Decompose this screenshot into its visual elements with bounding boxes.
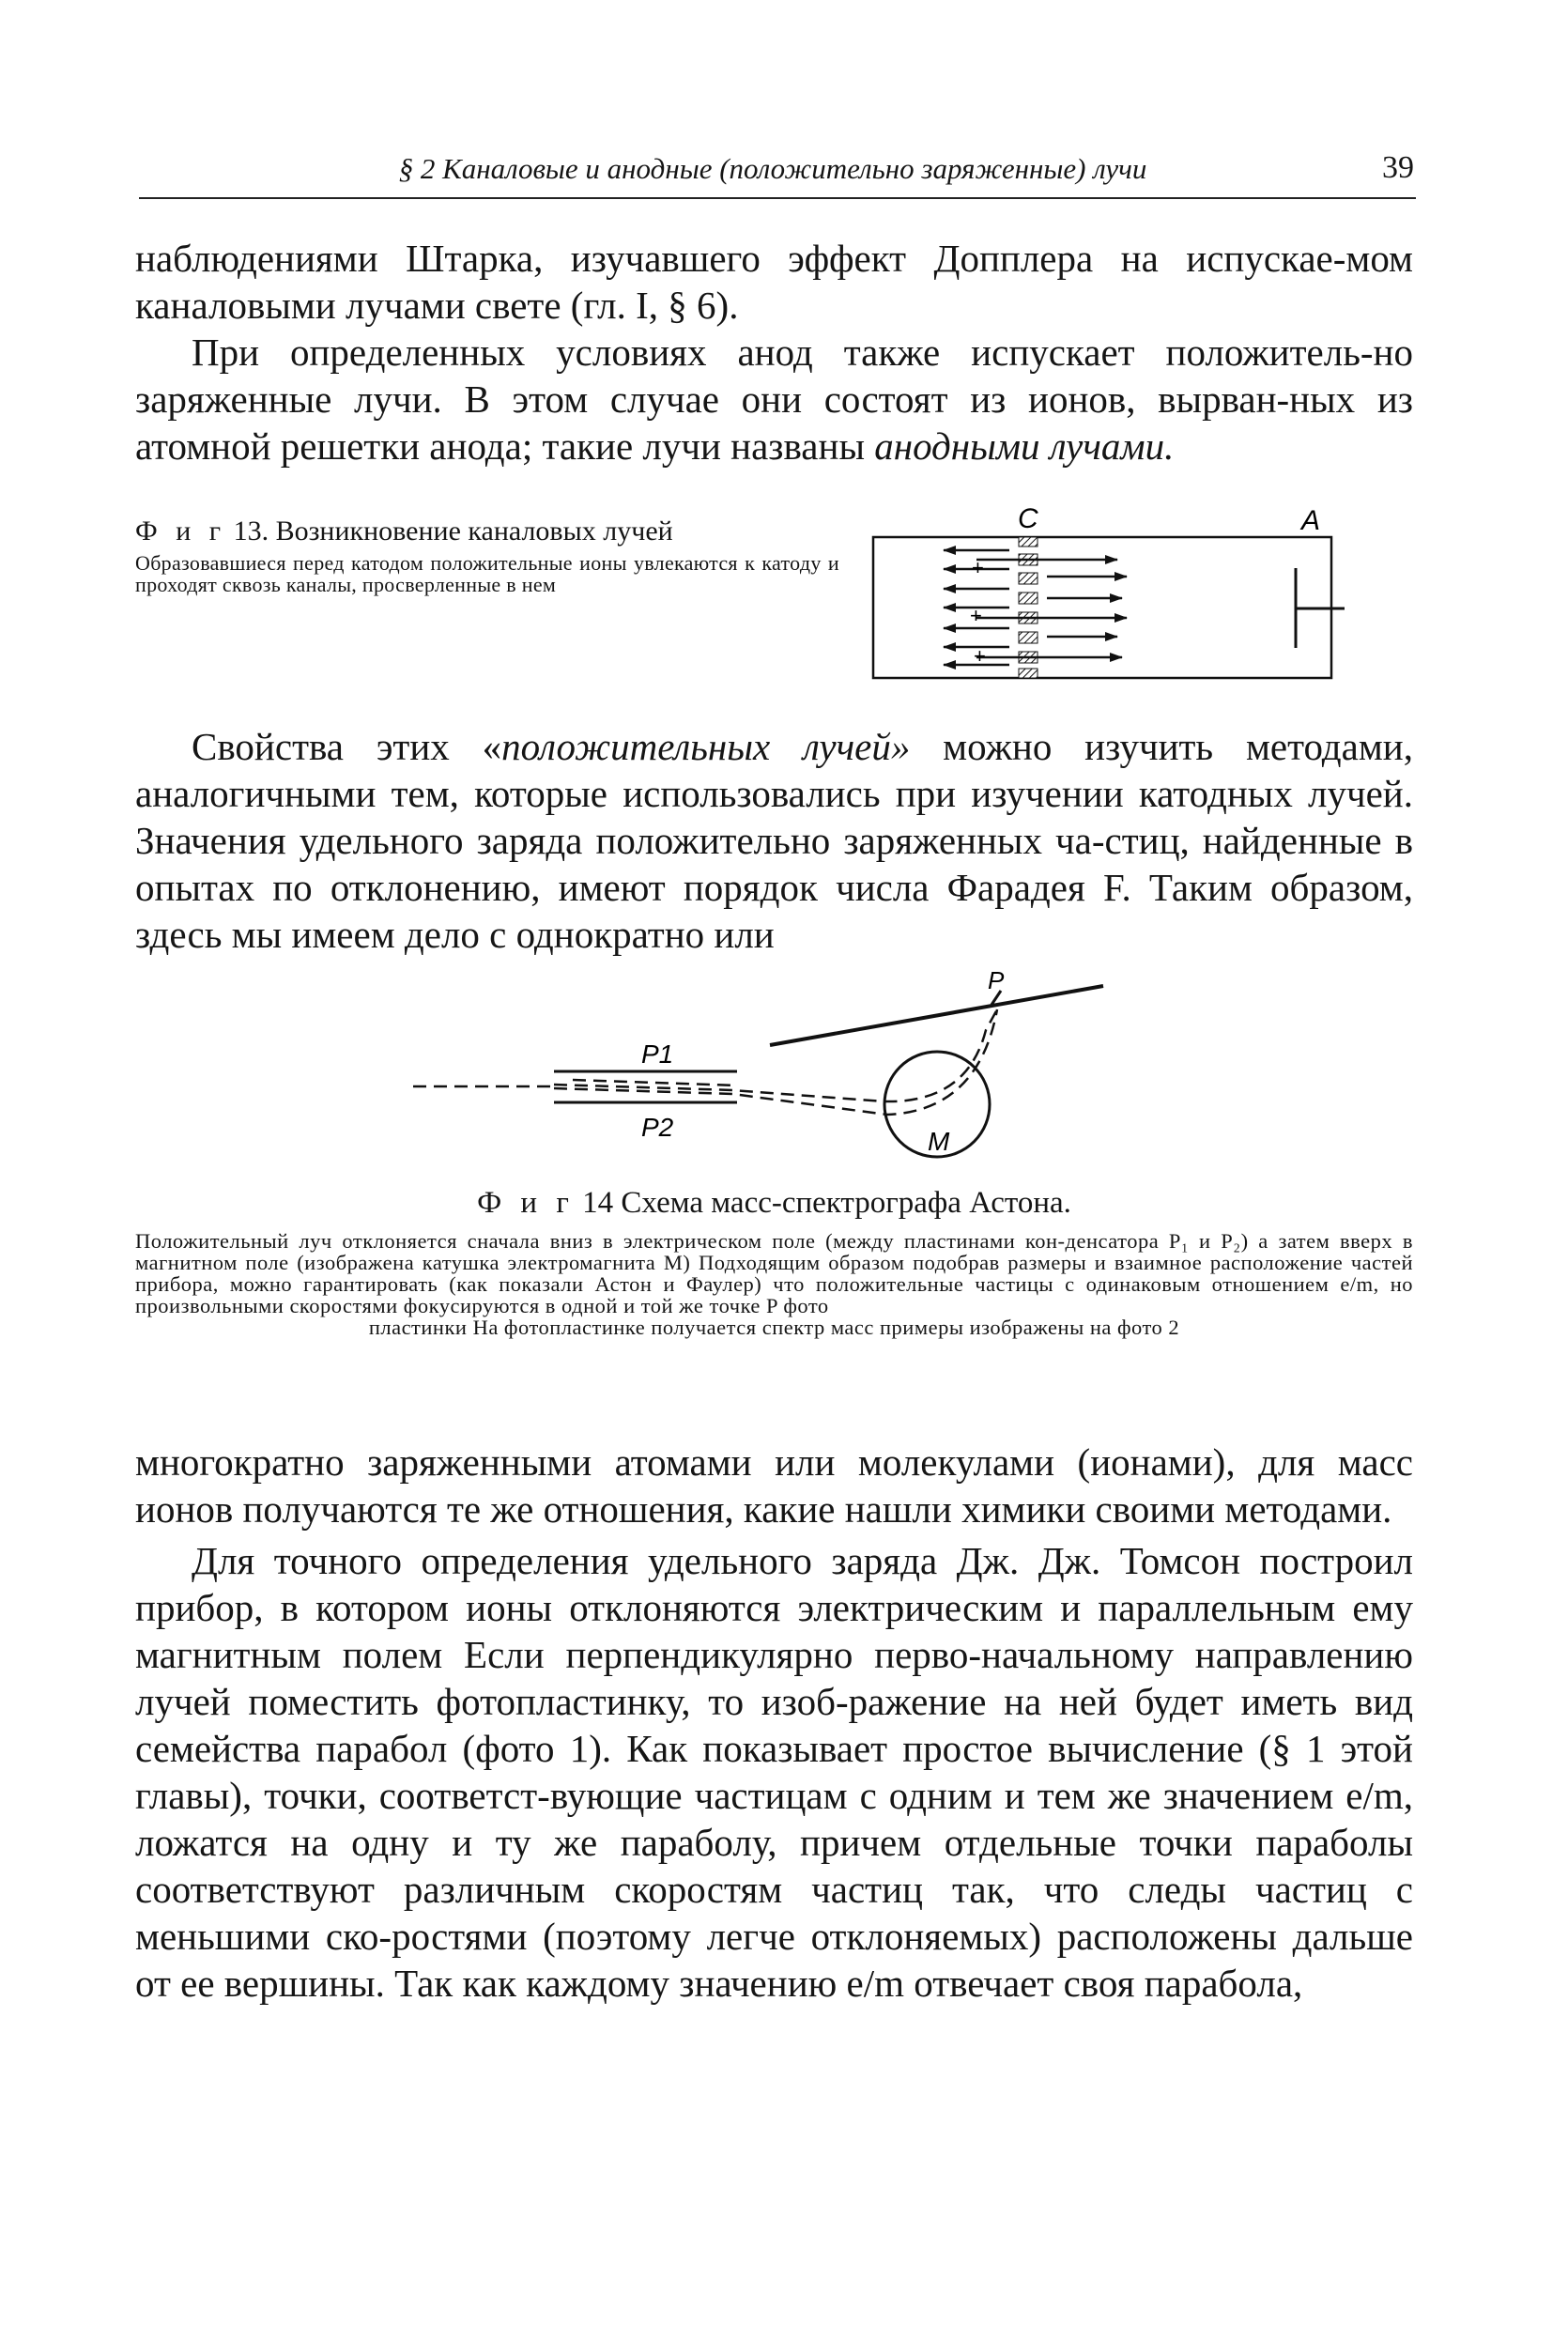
plate-label: P	[988, 966, 1005, 994]
page-number: 39	[1382, 150, 1414, 185]
plus-ion: +	[972, 556, 984, 579]
figure-14-title	[135, 1186, 1413, 1221]
text-block-bottom	[135, 1439, 1413, 2007]
figure-14-label: Ф и г	[477, 1186, 575, 1220]
figure-14-description-text: Положительный луч отклоняется сначала вниз в электрическом поле (между пластинами кон-денсатора P₁ и P₂) а затем вверх в магнитном поле (изображена катушка электромагнита M) Подходящим образом подобрав размеры и взаимное расположение частей прибора, можно гарантировать (как показали Астон и Фаулер) что положительные частицы с одинаковым отношением e/m, но произвольными скоростями фокусируются в одной и той же точке P фото	[135, 1229, 1413, 1317]
figure-14-diagram	[404, 962, 1136, 1178]
paragraph-3	[135, 723, 1413, 958]
figure-13-number: 13.	[233, 516, 269, 547]
p1-label: P1	[641, 1039, 674, 1069]
figure-13-diagram	[864, 498, 1352, 695]
cathode-label: С	[1018, 503, 1038, 534]
text-block-middle	[135, 723, 1413, 958]
p2-label: P2	[641, 1113, 674, 1142]
figure-13-caption	[135, 515, 839, 595]
paragraph-1: наблюдениями Штарка, изучавшего эффект Допплера на испускае-мом каналовыми лучами свете (гл. I, § 6).	[135, 237, 1413, 327]
anode-label: А	[1301, 505, 1321, 536]
figure-14-title-text: Схема масс-спектрографа Астона.	[621, 1186, 1071, 1220]
paragraph-2	[135, 329, 1413, 470]
positive-rays-term: положительных лучей»	[501, 725, 911, 768]
magnet-label: M	[928, 1127, 950, 1156]
anode-rays-term: анодными лучами.	[874, 424, 1175, 468]
ion-beam-paths	[413, 1009, 997, 1115]
figure-13-title-text: Возникновение каналовых лучей	[275, 516, 673, 547]
anode-electrode	[1296, 568, 1345, 648]
figure-13-label: Ф и г	[135, 516, 227, 547]
plus-ions	[970, 556, 986, 668]
figure-14-description-last: пластинки На фотопластинке получается спектр масс примеры изображены на фото 2	[368, 1316, 1180, 1339]
figure-13-title	[135, 515, 839, 548]
plus-ion: +	[970, 604, 982, 627]
running-header	[139, 148, 1416, 199]
figure-14-number: 14	[582, 1186, 614, 1220]
figure-14-description	[135, 1230, 1413, 1338]
paragraph-2-text: При определенных условиях анод также испускает положитель-но заряженные лучи. В этом случае они состоят из ионов, вырван-ных из атомной решетки анода; такие лучи названы	[135, 331, 1413, 468]
figure-13-description: Образовавшиеся перед катодом положительные ионы увлекаются к катоду и проходят сквозь каналы, просверленные в нем	[135, 551, 839, 596]
running-title: § 2 Каналовые и анодные (положительно заряженные) лучи	[398, 152, 1147, 185]
paragraph-3-rest: можно изучить методами, аналогичными тем, которые использовались при изучении катодных лучей. Значения удельного заряда положительно заряженных ча-стиц, найденные в опытах по отклонению, имеют порядок числа Фарадея F. Таким образом, здесь мы имеем дело с однократно или	[135, 725, 1413, 956]
text-block-top	[135, 235, 1413, 470]
paragraph-4: многократно заряженными атомами или молекулами (ионами), для масс ионов получаются те же отношения, какие нашли химики своими методами.	[135, 1440, 1413, 1531]
plus-ion: +	[974, 644, 986, 668]
photo-plate	[770, 986, 1103, 1045]
paragraph-5: Для точного определения удельного заряда Дж. Дж. Томсон построил прибор, в котором ионы отклоняются электрическим и параллельным ему магнитным полем Если перпендикулярно перво-начальному направлению лучей поместить фотопластинку, то изоб-ражение на ней будет иметь вид семейства парабол (фото 1). Как показывает простое вычисление (§ 1 этой главы), точки, соответст-вующие частицам с одним и тем же значением e/m, ложатся на одну и ту же параболу, причем отдельные точки параболы соответствуют различным скоростям частиц так, что следы частиц с меньшими ско-ростями (поэтому легче отклоняемых) расположены дальше от ее вершины. Так как каждому значению e/m отвечает своя парабола,	[135, 1539, 1413, 2005]
paragraph-3-start: Свойства этих «	[192, 725, 502, 768]
